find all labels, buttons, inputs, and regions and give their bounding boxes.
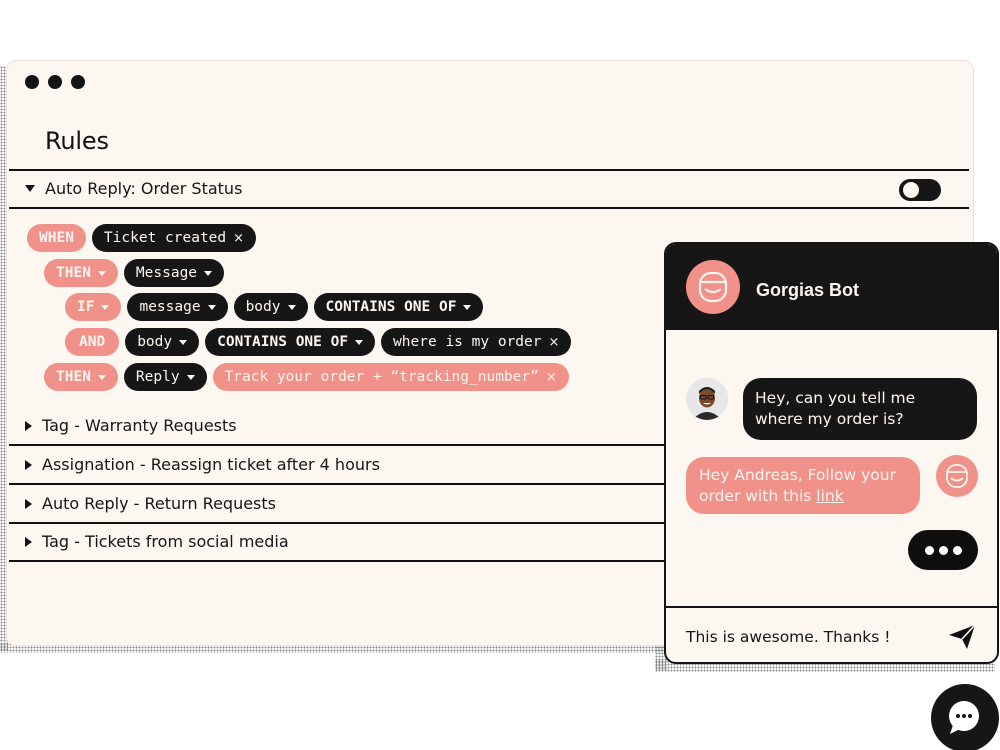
trigger-label: Ticket created [103, 230, 227, 246]
reply-template-label: Track your order + “tracking_number” [224, 369, 539, 385]
then-keyword-chip[interactable] [44, 259, 118, 287]
rule-toggle[interactable] [899, 179, 941, 201]
condition-row-then-reply [44, 363, 569, 391]
subfield-chip[interactable] [234, 293, 308, 321]
condition-row-and [65, 328, 571, 356]
user-avatar [686, 378, 728, 420]
rule-name: Auto Reply: Order Status [45, 179, 243, 198]
triangle-down-icon [25, 185, 35, 192]
action-label: Message [135, 265, 198, 281]
trigger-chip[interactable] [92, 224, 256, 252]
value-chip[interactable] [381, 328, 571, 356]
rule-name: Assignation - Reassign ticket after 4 hours [42, 455, 380, 474]
field-label: body [137, 334, 173, 350]
field-chip[interactable] [125, 328, 199, 356]
divider [9, 169, 969, 171]
field-label: message [139, 299, 201, 315]
window-dot[interactable] [48, 75, 62, 89]
action-label: Reply [135, 369, 180, 385]
bot-name: Gorgias Bot [756, 280, 860, 300]
caret-down-icon [98, 271, 106, 276]
and-keyword: AND [65, 328, 119, 356]
typing-dot [953, 546, 962, 555]
toggle-knob [903, 182, 919, 198]
typing-dot [925, 546, 934, 555]
page-title: Rules [45, 127, 109, 155]
window-dot[interactable] [25, 75, 39, 89]
operator-label: CONTAINS ONE OF [217, 334, 349, 350]
action-chip[interactable] [124, 363, 207, 391]
chat-widget [664, 242, 999, 664]
caret-down-icon [98, 375, 106, 380]
value-label: where is my order [393, 334, 542, 350]
then-label: THEN [56, 265, 91, 281]
chat-launcher-icon[interactable] [931, 684, 999, 750]
if-label: IF [77, 299, 95, 315]
then-keyword-chip[interactable] [44, 363, 118, 391]
typing-dot [939, 546, 948, 555]
caret-down-icon [208, 305, 216, 310]
send-icon[interactable] [948, 624, 976, 650]
triangle-right-icon [25, 421, 32, 431]
rule-name: Tag - Tickets from social media [42, 532, 289, 551]
caret-down-icon [179, 340, 187, 345]
reply-template-chip[interactable] [213, 363, 569, 391]
operator-label: CONTAINS ONE OF [325, 299, 457, 315]
condition-row-when [27, 224, 256, 252]
rule-item[interactable] [25, 494, 276, 513]
rule-name: Tag - Warranty Requests [42, 416, 237, 435]
rule-name: Auto Reply - Return Requests [42, 494, 276, 513]
then-label: THEN [56, 369, 91, 385]
typing-indicator [908, 530, 978, 570]
action-chip[interactable] [124, 259, 224, 287]
caret-down-icon [288, 305, 296, 310]
caret-down-icon [204, 271, 212, 276]
condition-row-if [65, 293, 483, 321]
bot-message-text: Hey Andreas, Follow your order with this [699, 466, 896, 505]
composer-input[interactable]: This is awesome. Thanks ! [686, 628, 891, 646]
when-keyword: WHEN [27, 224, 86, 252]
triangle-right-icon [25, 537, 32, 547]
order-link[interactable]: link [816, 487, 844, 505]
caret-down-icon [187, 375, 195, 380]
bot-message-bubble [686, 457, 920, 514]
window-dot[interactable] [71, 75, 85, 89]
triangle-right-icon [25, 460, 32, 470]
operator-chip[interactable] [205, 328, 375, 356]
condition-row-then [44, 259, 224, 287]
rule-item[interactable] [25, 455, 380, 474]
if-keyword-chip[interactable] [65, 293, 121, 321]
caret-down-icon [355, 340, 363, 345]
caret-down-icon [101, 305, 109, 310]
close-icon[interactable]: × [545, 369, 557, 385]
divider [9, 207, 969, 209]
rule-header-active[interactable] [25, 179, 242, 198]
message-composer[interactable] [666, 606, 997, 664]
chat-header [666, 244, 997, 330]
rule-item[interactable] [25, 416, 237, 435]
triangle-right-icon [25, 499, 32, 509]
bot-avatar-icon [936, 455, 978, 497]
subfield-label: body [245, 299, 281, 315]
field-chip[interactable] [127, 293, 227, 321]
operator-chip[interactable] [314, 293, 484, 321]
user-message-bubble: Hey, can you tell me where my order is? [743, 378, 977, 440]
close-icon[interactable]: × [233, 230, 245, 246]
close-icon[interactable]: × [548, 334, 560, 350]
bot-avatar-icon [686, 260, 740, 314]
window-controls [25, 75, 85, 89]
rule-item[interactable] [25, 532, 289, 551]
caret-down-icon [463, 305, 471, 310]
